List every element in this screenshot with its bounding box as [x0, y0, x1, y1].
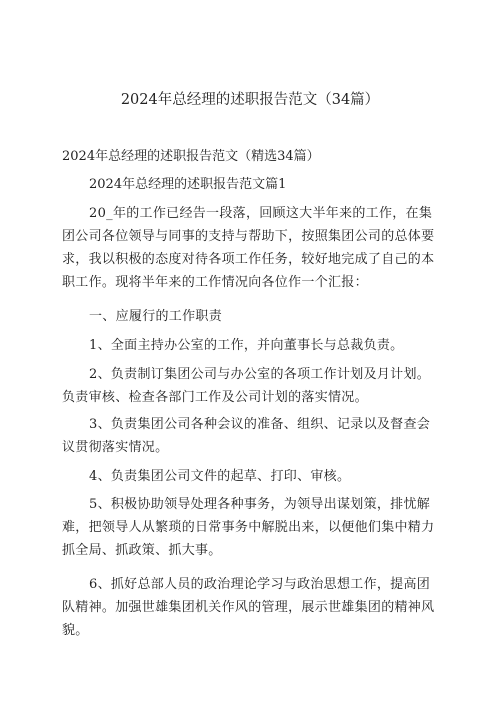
heading-duties: 一、应履行的工作职责: [89, 309, 223, 324]
paragraph-intro: 20_年的工作已经告一段落，回顾这大半年来的工作，在集团公司各位领导与同事的支持与帮助下，按照集团公司的总体要求，我以积极的态度对待各项工作任务，较好地完成了自己的本职工作。现将半年来的工作情况向各位作一个汇报：: [62, 206, 435, 290]
document-subtitle: 2024年总经理的述职报告范文（精选34篇）: [62, 149, 320, 164]
list-item-1: 1、全面主持办公室的工作，并向董事长与总裁负责。: [89, 338, 404, 353]
section-title: 2024年总经理的述职报告范文篇1: [89, 177, 287, 192]
list-item-5: 5、积极协助领导处理各种事务，为领导出谋划策，排忧解难，把领导人从繁琐的日常事务中解脱出来，以便他们集中精力抓全局、抓政策、抓大事。: [62, 497, 435, 558]
list-item-2: 2、负责制订集团公司与办公室的各项工作计划及月计划。负责审核、检查各部门工作及公司计划的落实情况。: [62, 367, 431, 405]
list-item-3: 3、负责集团公司各种会议的准备、组织、记录以及督查会议贯彻落实情况。: [62, 417, 431, 455]
list-item-6: 6、抓好总部人员的政治理论学习与政治思想工作，提高团队精神。加强世雄集团机关作风的管理，展示世雄集团的精神风貌。: [62, 577, 435, 638]
document-title: 2024年总经理的述职报告范文（34篇）: [120, 92, 380, 108]
list-item-4: 4、负责集团公司文件的起草、打印、审核。: [89, 469, 351, 484]
